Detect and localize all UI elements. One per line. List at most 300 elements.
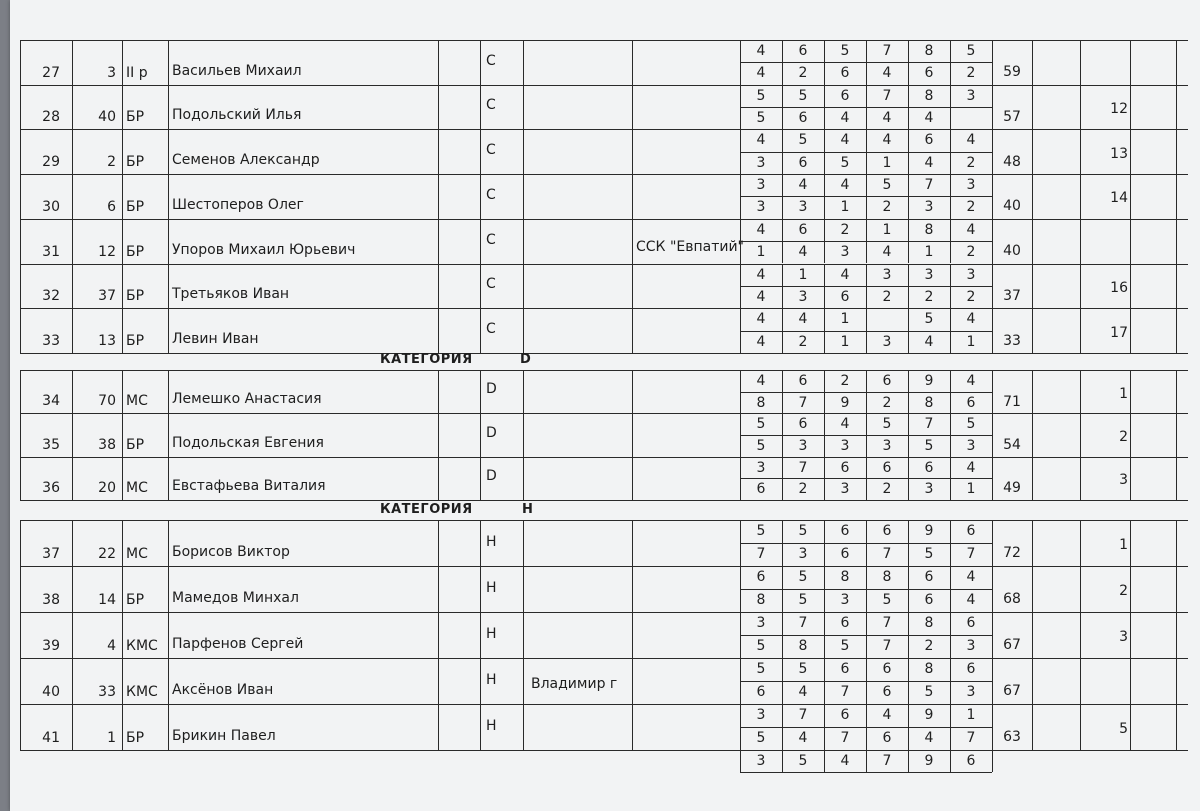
score-round2: 5 — [756, 437, 766, 454]
total-score: 67 — [1003, 637, 1021, 653]
total-score: 57 — [1003, 109, 1021, 126]
score-round1: 1 — [882, 221, 892, 238]
start-number: 70 — [98, 393, 116, 410]
score-round1: 6 — [798, 221, 808, 238]
score-round2: 4 — [798, 684, 808, 700]
score-round1: 6 — [882, 459, 892, 476]
score-round2: 3 — [756, 154, 766, 171]
final-place: 5 — [1119, 721, 1128, 737]
total-score: 59 — [1003, 64, 1021, 81]
score-round1: 5 — [798, 661, 808, 677]
row-number: 27 — [42, 64, 60, 81]
score-round1: 6 — [840, 661, 850, 677]
score-round1: 6 — [924, 569, 934, 585]
score-round2: 6 — [840, 288, 850, 305]
score-round2: 2 — [966, 288, 976, 305]
score-round2: 4 — [798, 244, 808, 261]
score-round2: 3 — [756, 199, 766, 216]
score-round2: 2 — [798, 333, 808, 350]
column-divider — [168, 520, 169, 750]
score-round2: 3 — [798, 546, 808, 562]
score-round1: 1 — [966, 707, 976, 723]
athlete-name: Упоров Михаил Юрьевич — [172, 241, 356, 258]
score-round1: 5 — [798, 132, 808, 149]
score-round1: 5 — [966, 416, 976, 433]
score-round1: 6 — [966, 661, 976, 677]
score-round1: 3 — [756, 459, 766, 476]
score-round1: 7 — [882, 43, 892, 59]
score-round1: 7 — [798, 459, 808, 476]
athlete-name: Лемешко Анастасия — [172, 391, 322, 408]
score-round2: 6 — [924, 592, 934, 608]
score-round1: 4 — [966, 459, 976, 476]
score-round1: 4 — [756, 266, 766, 283]
score-round1: 4 — [756, 373, 766, 389]
score-round2: 4 — [882, 65, 892, 82]
score-round1: 7 — [924, 177, 934, 194]
score-round2: 4 — [756, 333, 766, 350]
score-round2: 3 — [840, 244, 850, 261]
row-divider — [20, 658, 1188, 659]
score-round2: 4 — [924, 730, 934, 746]
score-round2: 3 — [882, 333, 892, 350]
column-divider — [632, 40, 633, 353]
score-round1: 2 — [840, 373, 850, 389]
score-round1: 4 — [966, 311, 976, 328]
score-round1: 4 — [966, 221, 976, 238]
score-round1: 6 — [840, 459, 850, 476]
score-round2: 3 — [966, 684, 976, 700]
club-name: ССК "Евпатий" — [636, 239, 745, 256]
total-score: 40 — [1003, 243, 1021, 260]
score-round2: 2 — [798, 481, 808, 498]
score-round1: 6 — [840, 615, 850, 631]
column-divider — [480, 520, 481, 750]
group-bottom-border — [20, 500, 1188, 501]
row-number: 30 — [42, 198, 60, 215]
final-place: 13 — [1110, 145, 1128, 162]
column-divider — [168, 370, 169, 500]
category-heading: КАТЕГОРИЯ — [380, 502, 473, 517]
score-round2: 2 — [798, 65, 808, 82]
final-place: 12 — [1110, 101, 1128, 118]
score-extra: 5 — [798, 753, 808, 769]
score-round2: 2 — [882, 199, 892, 216]
score-round1: 8 — [924, 615, 934, 631]
category-code: Н — [486, 580, 497, 596]
score-round2: 5 — [798, 592, 808, 608]
score-round2: 2 — [966, 244, 976, 261]
column-divider — [122, 40, 123, 353]
score-round2: 6 — [966, 394, 976, 411]
score-extra: 3 — [756, 753, 766, 769]
score-round1: 6 — [840, 707, 850, 723]
score-round2: 4 — [756, 288, 766, 305]
final-place: 3 — [1119, 629, 1128, 645]
score-round2: 6 — [840, 546, 850, 562]
final-place: 1 — [1119, 537, 1128, 553]
score-round1: 7 — [798, 707, 808, 723]
athlete-name: Евстафьева Виталия — [172, 477, 326, 494]
sport-rank: МС — [126, 546, 148, 562]
category-code: Н — [486, 718, 497, 734]
start-number: 2 — [107, 154, 116, 171]
category-code: С — [486, 142, 496, 159]
score-round2: 8 — [756, 592, 766, 608]
score-round1: 4 — [798, 311, 808, 328]
score-round1: 3 — [882, 266, 892, 283]
group-top-border — [20, 40, 1188, 41]
score-round2: 7 — [882, 546, 892, 562]
row-number: 41 — [42, 730, 60, 746]
score-round1: 4 — [798, 177, 808, 194]
score-round2: 4 — [924, 110, 934, 127]
column-divider — [523, 40, 524, 353]
athlete-name: Левин Иван — [172, 330, 259, 347]
score-round1: 8 — [840, 569, 850, 585]
table-left-border — [20, 40, 21, 353]
category-code: С — [486, 276, 496, 293]
sport-rank: БР — [126, 109, 145, 126]
score-round1: 6 — [966, 615, 976, 631]
row-number: 38 — [42, 592, 60, 608]
column-divider — [1130, 40, 1131, 353]
category-heading: КАТЕГОРИЯ — [380, 352, 473, 367]
start-number: 37 — [98, 288, 116, 305]
score-round2: 3 — [924, 481, 934, 498]
column-divider — [1032, 520, 1033, 750]
score-round2: 7 — [966, 546, 976, 562]
group-bottom-border — [20, 353, 1188, 354]
score-round2: 6 — [840, 65, 850, 82]
score-round2: 6 — [756, 481, 766, 498]
category-code: С — [486, 186, 496, 203]
score-round2: 3 — [966, 437, 976, 454]
row-divider — [20, 219, 1188, 220]
score-round1: 6 — [798, 416, 808, 433]
athlete-name: Третьяков Иван — [172, 286, 290, 303]
start-number: 13 — [98, 332, 116, 349]
column-divider — [632, 520, 633, 750]
score-round1: 3 — [756, 615, 766, 631]
row-number: 31 — [42, 243, 60, 260]
start-number: 12 — [98, 243, 116, 260]
score-round1: 4 — [840, 416, 850, 433]
score-extra: 7 — [882, 753, 892, 769]
start-number: 22 — [98, 546, 116, 562]
score-round2: 6 — [798, 154, 808, 171]
score-round1: 1 — [840, 311, 850, 328]
score-round2: 5 — [840, 154, 850, 171]
row-number: 40 — [42, 684, 60, 700]
score-round2: 5 — [756, 730, 766, 746]
athlete-name: Парфенов Сергей — [172, 636, 304, 652]
score-round1: 4 — [882, 707, 892, 723]
category-code: Н — [486, 534, 497, 550]
column-divider — [480, 370, 481, 500]
score-round1: 8 — [924, 87, 934, 104]
score-round1: 8 — [924, 221, 934, 238]
score-round1: 7 — [882, 87, 892, 104]
category-code: D — [486, 467, 497, 484]
category-code: С — [486, 97, 496, 114]
score-round2: 6 — [924, 65, 934, 82]
row-divider — [20, 85, 1188, 86]
final-place: 3 — [1119, 472, 1128, 489]
athlete-name: Борисов Виктор — [172, 544, 290, 560]
score-round1: 4 — [966, 132, 976, 149]
sport-rank: БР — [126, 332, 145, 349]
score-round1: 4 — [756, 221, 766, 238]
row-number: 35 — [42, 436, 60, 453]
score-round2: 5 — [924, 546, 934, 562]
score-round1: 6 — [882, 373, 892, 389]
total-score: 40 — [1003, 198, 1021, 215]
score-round2: 1 — [966, 333, 976, 350]
total-score: 71 — [1003, 393, 1021, 410]
sport-rank: МС — [126, 479, 148, 496]
score-round1: 5 — [756, 661, 766, 677]
score-round1: 8 — [924, 661, 934, 677]
sport-rank: БР — [126, 243, 145, 260]
start-number: 33 — [98, 684, 116, 700]
total-score: 37 — [1003, 287, 1021, 304]
start-number: 4 — [107, 638, 116, 654]
score-round2: 5 — [756, 638, 766, 654]
row-number: 33 — [42, 332, 60, 349]
score-round1: 4 — [756, 43, 766, 59]
score-round1: 4 — [840, 266, 850, 283]
score-round2: 5 — [924, 684, 934, 700]
final-place: 16 — [1110, 279, 1128, 296]
category-letter: Н — [522, 502, 534, 517]
scoresheet-page — [10, 0, 1200, 811]
score-round2: 4 — [798, 730, 808, 746]
score-round2: 2 — [924, 638, 934, 654]
score-round2: 2 — [966, 65, 976, 82]
score-round2: 7 — [756, 546, 766, 562]
score-extra: 4 — [840, 753, 850, 769]
score-round1: 5 — [882, 177, 892, 194]
athlete-name: Аксёнов Иван — [172, 682, 274, 698]
total-score: 67 — [1003, 683, 1021, 699]
athlete-name: Семенов Александр — [172, 152, 320, 169]
column-divider — [480, 40, 481, 353]
score-round1: 4 — [840, 132, 850, 149]
score-round1: 6 — [924, 459, 934, 476]
athlete-name: Шестоперов Олег — [172, 196, 304, 213]
score-round1: 7 — [798, 615, 808, 631]
score-round1: 3 — [924, 266, 934, 283]
total-score: 72 — [1003, 545, 1021, 561]
score-round1: 3 — [756, 707, 766, 723]
column-divider — [1130, 370, 1131, 500]
row-number: 29 — [42, 154, 60, 171]
score-extra: 9 — [924, 753, 934, 769]
column-divider — [438, 370, 439, 500]
row-divider — [20, 566, 1188, 567]
score-round1: 9 — [924, 373, 934, 389]
sport-rank: МС — [126, 393, 148, 410]
score-round2: 1 — [924, 244, 934, 261]
score-round1: 4 — [756, 132, 766, 149]
start-number: 38 — [98, 436, 116, 453]
total-score: 48 — [1003, 153, 1021, 170]
final-place: 2 — [1119, 583, 1128, 599]
row-divider — [20, 129, 1188, 130]
column-divider — [992, 40, 993, 353]
total-score: 63 — [1003, 729, 1021, 745]
start-number: 14 — [98, 592, 116, 608]
score-round1: 8 — [882, 569, 892, 585]
score-round2: 3 — [840, 481, 850, 498]
sport-rank: БР — [126, 198, 145, 215]
row-divider — [20, 612, 1188, 613]
category-code: С — [486, 320, 496, 337]
score-round2: 7 — [966, 730, 976, 746]
column-divider — [168, 40, 169, 353]
row-divider — [20, 308, 1188, 309]
sport-rank: БР — [126, 592, 145, 608]
score-round1: 3 — [756, 177, 766, 194]
row-number: 37 — [42, 546, 60, 562]
score-round2: 5 — [924, 437, 934, 454]
sport-rank: КМС — [126, 684, 158, 700]
score-round1: 6 — [924, 132, 934, 149]
category-letter: D — [520, 352, 532, 367]
score-round1: 5 — [798, 87, 808, 104]
category-code: D — [486, 381, 497, 398]
start-number: 20 — [98, 479, 116, 496]
score-round2: 9 — [840, 394, 850, 411]
category-code: Н — [486, 672, 497, 688]
score-round2: 1 — [756, 244, 766, 261]
column-divider — [122, 520, 123, 750]
athlete-name: Васильев Михаил — [172, 62, 302, 79]
score-round2: 2 — [924, 288, 934, 305]
score-round2: 3 — [840, 592, 850, 608]
final-place: 1 — [1119, 385, 1128, 402]
score-round2: 2 — [966, 154, 976, 171]
sport-rank: БР — [126, 154, 145, 171]
score-round1: 4 — [882, 132, 892, 149]
score-round1: 3 — [966, 177, 976, 194]
score-round1: 5 — [882, 416, 892, 433]
group-top-border — [20, 520, 1188, 521]
column-divider — [122, 370, 123, 500]
sport-rank: БР — [126, 288, 145, 305]
start-number: 3 — [107, 64, 116, 81]
table-left-border — [20, 370, 21, 500]
score-round1: 4 — [840, 177, 850, 194]
column-divider — [523, 520, 524, 750]
score-round2: 1 — [966, 481, 976, 498]
score-round1: 3 — [966, 266, 976, 283]
score-round2: 4 — [924, 154, 934, 171]
group-top-border — [20, 370, 1188, 371]
final-place: 17 — [1110, 324, 1128, 341]
category-code: С — [486, 231, 496, 248]
total-score: 33 — [1003, 332, 1021, 349]
score-round2: 8 — [924, 394, 934, 411]
score-round2: 7 — [840, 684, 850, 700]
category-code: С — [486, 52, 496, 69]
final-place: 14 — [1110, 190, 1128, 207]
score-round1: 5 — [840, 43, 850, 59]
score-round2: 2 — [882, 394, 892, 411]
sport-rank: КМС — [126, 638, 158, 654]
score-round2: 6 — [882, 684, 892, 700]
score-round2: 7 — [798, 394, 808, 411]
score-round2: 4 — [882, 244, 892, 261]
score-round1: 5 — [798, 569, 808, 585]
score-round1: 8 — [924, 43, 934, 59]
score-round1: 6 — [798, 373, 808, 389]
score-round2: 3 — [798, 437, 808, 454]
score-round1: 5 — [924, 311, 934, 328]
score-round1: 3 — [966, 87, 976, 104]
score-round1: 6 — [882, 661, 892, 677]
group-bottom-border — [20, 750, 1188, 751]
score-round2: 3 — [966, 638, 976, 654]
score-round2: 3 — [840, 437, 850, 454]
column-divider — [523, 370, 524, 500]
score-round2: 1 — [840, 333, 850, 350]
score-round1: 4 — [966, 373, 976, 389]
score-round2: 6 — [798, 110, 808, 127]
final-place: 2 — [1119, 428, 1128, 445]
score-round2: 1 — [882, 154, 892, 171]
row-number: 32 — [42, 288, 60, 305]
category-code: D — [486, 424, 497, 441]
row-divider — [20, 704, 1188, 705]
total-score: 68 — [1003, 591, 1021, 607]
column-divider — [1130, 520, 1131, 750]
score-round1: 9 — [924, 707, 934, 723]
score-round1: 6 — [882, 523, 892, 539]
score-round1: 6 — [966, 523, 976, 539]
row-divider — [20, 264, 1188, 265]
score-extra: 6 — [966, 753, 976, 769]
score-split-line — [740, 772, 992, 773]
score-round1: 5 — [756, 416, 766, 433]
score-round2: 5 — [840, 638, 850, 654]
score-round2: 2 — [966, 199, 976, 216]
athlete-name: Брикин Павел — [172, 728, 276, 744]
column-divider — [72, 40, 73, 353]
score-round1: 5 — [756, 87, 766, 104]
score-round1: 4 — [756, 311, 766, 328]
row-divider — [20, 413, 1188, 414]
athlete-name: Подольская Евгения — [172, 434, 324, 451]
sport-rank: БР — [126, 436, 145, 453]
score-round1: 6 — [756, 569, 766, 585]
score-round1: 7 — [924, 416, 934, 433]
score-round2: 4 — [924, 333, 934, 350]
score-round2: 3 — [924, 199, 934, 216]
total-score: 54 — [1003, 436, 1021, 453]
score-round2: 4 — [882, 110, 892, 127]
column-divider — [1032, 40, 1033, 353]
score-round1: 7 — [882, 615, 892, 631]
score-round1: 6 — [840, 523, 850, 539]
row-number: 28 — [42, 109, 60, 126]
score-round2: 7 — [882, 638, 892, 654]
score-round1: 2 — [840, 221, 850, 238]
score-round2: 3 — [882, 437, 892, 454]
score-round1: 5 — [756, 523, 766, 539]
score-round1: 6 — [840, 87, 850, 104]
